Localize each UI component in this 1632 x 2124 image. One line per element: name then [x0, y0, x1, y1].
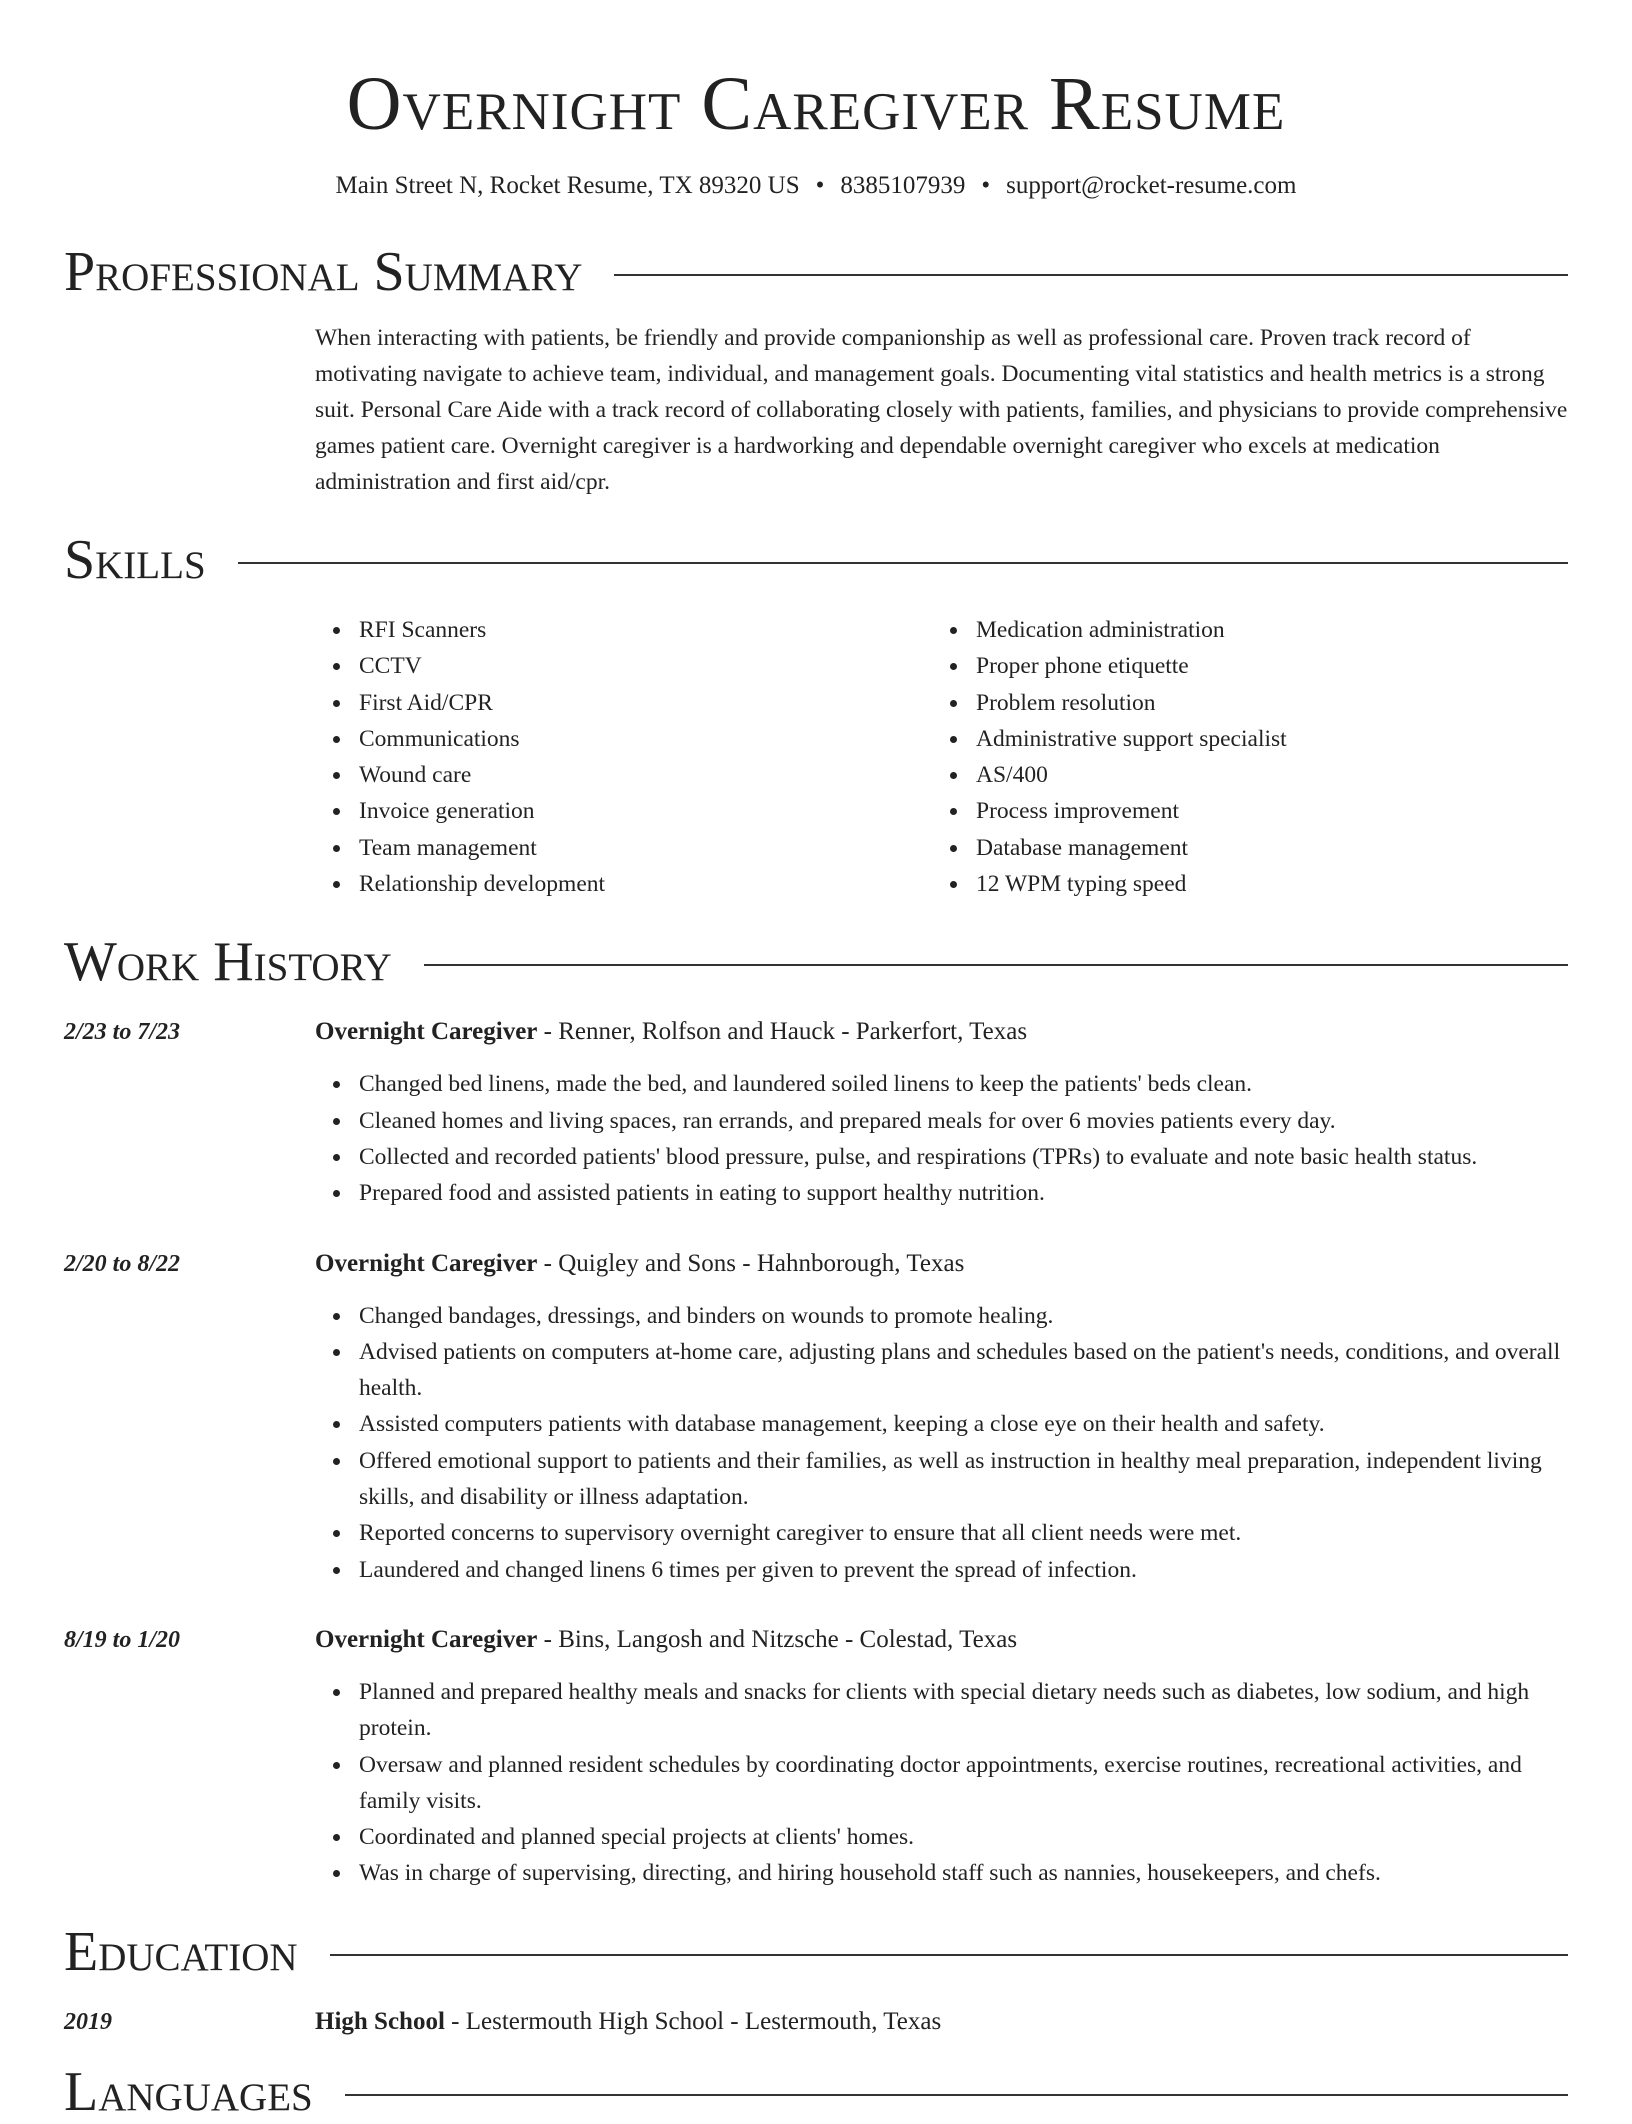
- contact-separator: •: [981, 172, 991, 199]
- job-duty: Collected and recorded patients' blood pressure, pulse, and respirations (TPRs) to evaluate and note basic health status.: [359, 1139, 1568, 1175]
- summary-text: When interacting with patients, be friendly and provide companionship as well as professional care. Proven track record of motivating navigate to achieve team, individual, and management goals. Documenting vital statistics and health metrics is a strong suit. Personal Care Aide with a track record of collaborating closely with patients, families, and physicians to provide comprehensive games patient care. Overnight caregiver is a hardworking and dependable overnight caregiver who excels at medication administration and first aid/cpr.: [315, 325, 1568, 495]
- work-heading: Work History: [64, 931, 392, 994]
- section-divider: [330, 1954, 1568, 1956]
- job-dates: 8/19 to 1/20: [64, 1626, 181, 1653]
- job-title: Overnight Caregiver: [315, 1625, 538, 1653]
- skill-item: RFI Scanners: [359, 612, 932, 648]
- languages-section-header: [64, 2060, 1568, 2124]
- skill-item: Team management: [359, 830, 932, 866]
- job-duties: [315, 1674, 1568, 1892]
- job-dates: 2/20 to 8/22: [64, 1250, 181, 1277]
- job-duties: [315, 1298, 1568, 1588]
- job-duty: Offered emotional support to patients and their families, as well as instruction in healthy meal preparation, independent living skills, and disability or illness adaptation.: [359, 1443, 1568, 1516]
- education-year: 2019: [64, 2008, 112, 2035]
- skills-list-left: [315, 612, 932, 902]
- job-entry: [64, 1246, 1568, 1588]
- skills-heading: Skills: [64, 529, 206, 591]
- skill-item: Database management: [976, 830, 1549, 866]
- skill-item: Wound care: [359, 757, 932, 793]
- skill-item: First Aid/CPR: [359, 685, 932, 721]
- education-section-header: [64, 1920, 1568, 1984]
- education-details: - Lestermouth High School - Lestermouth, Texas: [444, 2007, 942, 2035]
- job-duty: Oversaw and planned resident schedules by coordinating doctor appointments, exercise routines, recreational activities, and family visits.: [359, 1747, 1568, 1820]
- skill-item: Problem resolution: [976, 685, 1549, 721]
- skill-item: Proper phone etiquette: [976, 648, 1549, 684]
- job-duty: Reported concerns to supervisory overnight caregiver to ensure that all client needs were met.: [359, 1515, 1568, 1551]
- job-duty: Changed bandages, dressings, and binders on wounds to promote healing.: [359, 1298, 1568, 1334]
- job-details: - Bins, Langosh and Nitzsche - Colestad, Texas: [537, 1625, 1018, 1653]
- education-heading-line: [315, 2004, 941, 2040]
- job-duty: Coordinated and planned special projects at clients' homes.: [359, 1819, 1568, 1855]
- summary-section-header: [64, 240, 1568, 304]
- skills-list-right: [932, 612, 1549, 902]
- job-duty: Prepared food and assisted patients in eating to support healthy nutrition.: [359, 1175, 1568, 1211]
- skills-column-right: [932, 612, 1549, 902]
- skills-column-left: [315, 612, 932, 902]
- job-duty: Planned and prepared healthy meals and snacks for clients with special dietary needs such as diabetes, low sodium, and high protein.: [359, 1674, 1568, 1747]
- resume-title: Overnight Caregiver Resume: [346, 62, 1286, 146]
- job-body: [315, 1246, 1568, 1588]
- job-duty: Laundered and changed linens 6 times per given to prevent the spread of infection.: [359, 1552, 1568, 1588]
- job-details: - Renner, Rolfson and Hauck - Parkerfort, Texas: [537, 1018, 1028, 1046]
- job-heading: [315, 1014, 1568, 1050]
- education-degree: High School: [315, 2007, 445, 2035]
- contact-email: support@rocket-resume.com: [1006, 172, 1297, 199]
- skill-item: Relationship development: [359, 866, 932, 902]
- skill-item: Communications: [359, 721, 932, 757]
- contact-separator: •: [815, 172, 825, 199]
- job-body: [315, 1622, 1568, 1892]
- skills-grid: [315, 612, 1568, 902]
- skill-item: CCTV: [359, 648, 932, 684]
- job-duty: Advised patients on computers at-home care, adjusting plans and schedules based on the patient's needs, conditions, and overall health.: [359, 1334, 1568, 1407]
- contact-phone: 8385107939: [840, 172, 966, 199]
- job-duty: Assisted computers patients with database management, keeping a close eye on their health and safety.: [359, 1406, 1568, 1442]
- section-divider: [424, 964, 1568, 966]
- skill-item: 12 WPM typing speed: [976, 866, 1549, 902]
- job-duty: Was in charge of supervising, directing, and hiring household staff such as nannies, housekeepers, and chefs.: [359, 1855, 1568, 1891]
- education-heading: Education: [64, 1920, 298, 1983]
- job-details: - Quigley and Sons - Hahnborough, Texas: [537, 1249, 965, 1277]
- job-duty: Cleaned homes and living spaces, ran errands, and prepared meals for over 6 movies patients every day.: [359, 1103, 1568, 1139]
- job-entry: [64, 1622, 1568, 1892]
- section-divider: [238, 562, 1568, 564]
- job-dates: 2/23 to 7/23: [64, 1019, 181, 1046]
- job-entry: [64, 1014, 1568, 1211]
- skill-item: AS/400: [976, 757, 1549, 793]
- skill-item: Invoice generation: [359, 793, 932, 829]
- job-title: Overnight Caregiver: [315, 1018, 538, 1046]
- summary-heading: Professional Summary: [64, 241, 583, 303]
- education-entry: [64, 2004, 1568, 2040]
- skills-section-header: [64, 528, 1568, 592]
- section-divider: [345, 2094, 1568, 2096]
- contact-line: [64, 170, 1568, 202]
- job-heading: [315, 1246, 1568, 1282]
- languages-heading: Languages: [64, 2060, 313, 2123]
- job-duties: [315, 1066, 1568, 1211]
- section-divider: [614, 274, 1568, 276]
- job-body: [315, 1014, 1568, 1211]
- skill-item: Administrative support specialist: [976, 721, 1549, 757]
- skill-item: Process improvement: [976, 793, 1549, 829]
- contact-address: Main Street N, Rocket Resume, TX 89320 US: [335, 172, 800, 199]
- skill-item: Medication administration: [976, 612, 1549, 648]
- job-title: Overnight Caregiver: [315, 1249, 538, 1277]
- work-section-header: [64, 930, 1568, 994]
- job-duty: Changed bed linens, made the bed, and laundered soiled linens to keep the patients' beds clean.: [359, 1066, 1568, 1102]
- job-heading: [315, 1622, 1568, 1658]
- resume-page: [64, 0, 1568, 2124]
